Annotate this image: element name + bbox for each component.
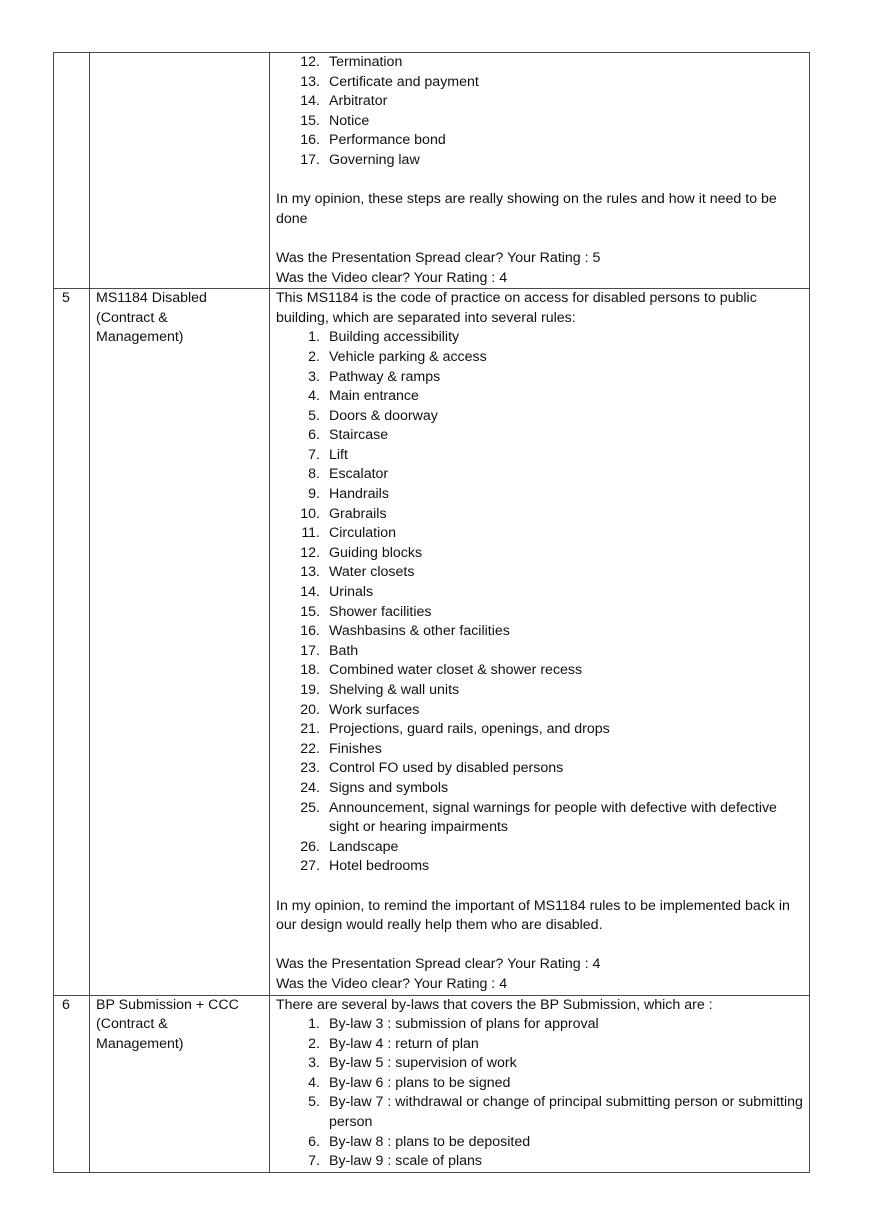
list-item: 26. Landscape	[300, 838, 399, 855]
list-item: 6. By-law 8 : plans to be deposited	[308, 1133, 531, 1150]
row-title-line: MS1184 Disabled	[96, 290, 207, 307]
row-title-line: Management)	[96, 329, 184, 346]
row-title-cell	[90, 995, 270, 1172]
intro-text: This MS1184 is the code of practice on access for disabled persons to public building, which are separated into several rules:	[276, 290, 757, 326]
list-item: 7. By-law 9 : scale of plans	[308, 1153, 482, 1170]
opinion-text: In my opinion, these steps are really showing on the rules and how it need to be done	[276, 191, 777, 227]
intro-text: There are several by-laws that covers the BP Submission, which are :	[276, 996, 713, 1013]
list-item: 14. Urinals	[300, 584, 374, 601]
list-item: 20. Work surfaces	[300, 701, 420, 718]
list-item: 14. Arbitrator	[300, 93, 388, 110]
list-item: 5. By-law 7 : withdrawal or change of principal submitting person or submitting person	[308, 1094, 803, 1131]
list-item: 19. Shelving & wall units	[300, 682, 460, 698]
list-item: 17. Governing law	[300, 151, 420, 168]
rules-list	[276, 53, 803, 171]
row-title-line: (Contract &	[96, 1016, 168, 1033]
list-item: 23. Control FO used by disabled persons	[300, 760, 564, 777]
row-title-cell	[90, 289, 270, 995]
row-title-cell	[90, 53, 270, 289]
row-body-cell	[270, 53, 810, 289]
list-item: 12. Guiding blocks	[300, 544, 423, 561]
list-item: 1. Building accessibility	[308, 329, 460, 346]
list-item: 24. Signs and symbols	[300, 779, 449, 796]
row-number-cell	[54, 53, 90, 289]
list-item: 8. Escalator	[308, 466, 389, 483]
list-item: 25. Announcement, signal warnings for people with defective with defective sight or hearing impairments	[300, 799, 777, 836]
row-body-cell	[270, 995, 810, 1172]
list-item: 27. Hotel bedrooms	[300, 858, 430, 875]
list-item: 11. Circulation	[301, 525, 397, 542]
row-title-line: BP Submission + CCC	[96, 996, 239, 1013]
list-item: 2. By-law 4 : return of plan	[308, 1035, 479, 1052]
list-item: 15. Notice	[300, 112, 370, 129]
list-item: 17. Bath	[300, 642, 359, 659]
opinion-text: In my opinion, to remind the important of MS1184 rules to be implemented back in our design would really help them who are disabled.	[276, 897, 790, 934]
row-title-line: Management)	[96, 1035, 184, 1052]
list-item: 10. Grabrails	[300, 505, 387, 522]
list-item: 3. Pathway & ramps	[308, 368, 441, 385]
row-number-cell: 5	[54, 289, 90, 995]
list-item: 12. Termination	[300, 54, 403, 70]
row-body-cell	[270, 289, 810, 995]
list-item: 15. Shower facilities	[300, 603, 432, 620]
row-title-line: (Contract &	[96, 309, 168, 326]
table-row	[54, 289, 810, 995]
list-item: 13. Water closets	[300, 564, 415, 581]
bylaws-list	[276, 1015, 803, 1172]
list-item: 13. Certificate and payment	[300, 73, 479, 90]
list-item: 2. Vehicle parking & access	[308, 348, 487, 365]
list-item: 4. Main entrance	[308, 388, 419, 405]
presentation-rating: Was the Presentation Spread clear? Your Rating : 4	[276, 956, 601, 973]
list-item: 1. By-law 3 : submission of plans for approval	[308, 1016, 599, 1033]
review-table	[53, 52, 810, 1173]
list-item: 4. By-law 6 : plans to be signed	[308, 1074, 511, 1091]
video-rating: Was the Video clear? Your Rating : 4	[276, 975, 508, 992]
list-item: 21. Projections, guard rails, openings, and drops	[300, 721, 610, 738]
rules-list	[276, 328, 803, 877]
presentation-rating: Was the Presentation Spread clear? Your Rating : 5	[276, 249, 601, 266]
row-number-cell: 6	[54, 995, 90, 1172]
list-item: 5. Doors & doorway	[308, 407, 438, 424]
table-row	[54, 995, 810, 1172]
list-item: 18. Combined water closet & shower recess	[300, 662, 583, 679]
list-item: 16. Washbasins & other facilities	[300, 623, 510, 640]
list-item: 7. Lift	[308, 446, 348, 463]
list-item: 16. Performance bond	[300, 132, 446, 149]
video-rating: Was the Video clear? Your Rating : 4	[276, 269, 508, 286]
list-item: 22. Finishes	[300, 740, 382, 757]
list-item: 9. Handrails	[308, 486, 389, 503]
list-item: 3. By-law 5 : supervision of work	[308, 1055, 517, 1072]
list-item: 6. Staircase	[308, 427, 389, 444]
table-row	[54, 53, 810, 289]
